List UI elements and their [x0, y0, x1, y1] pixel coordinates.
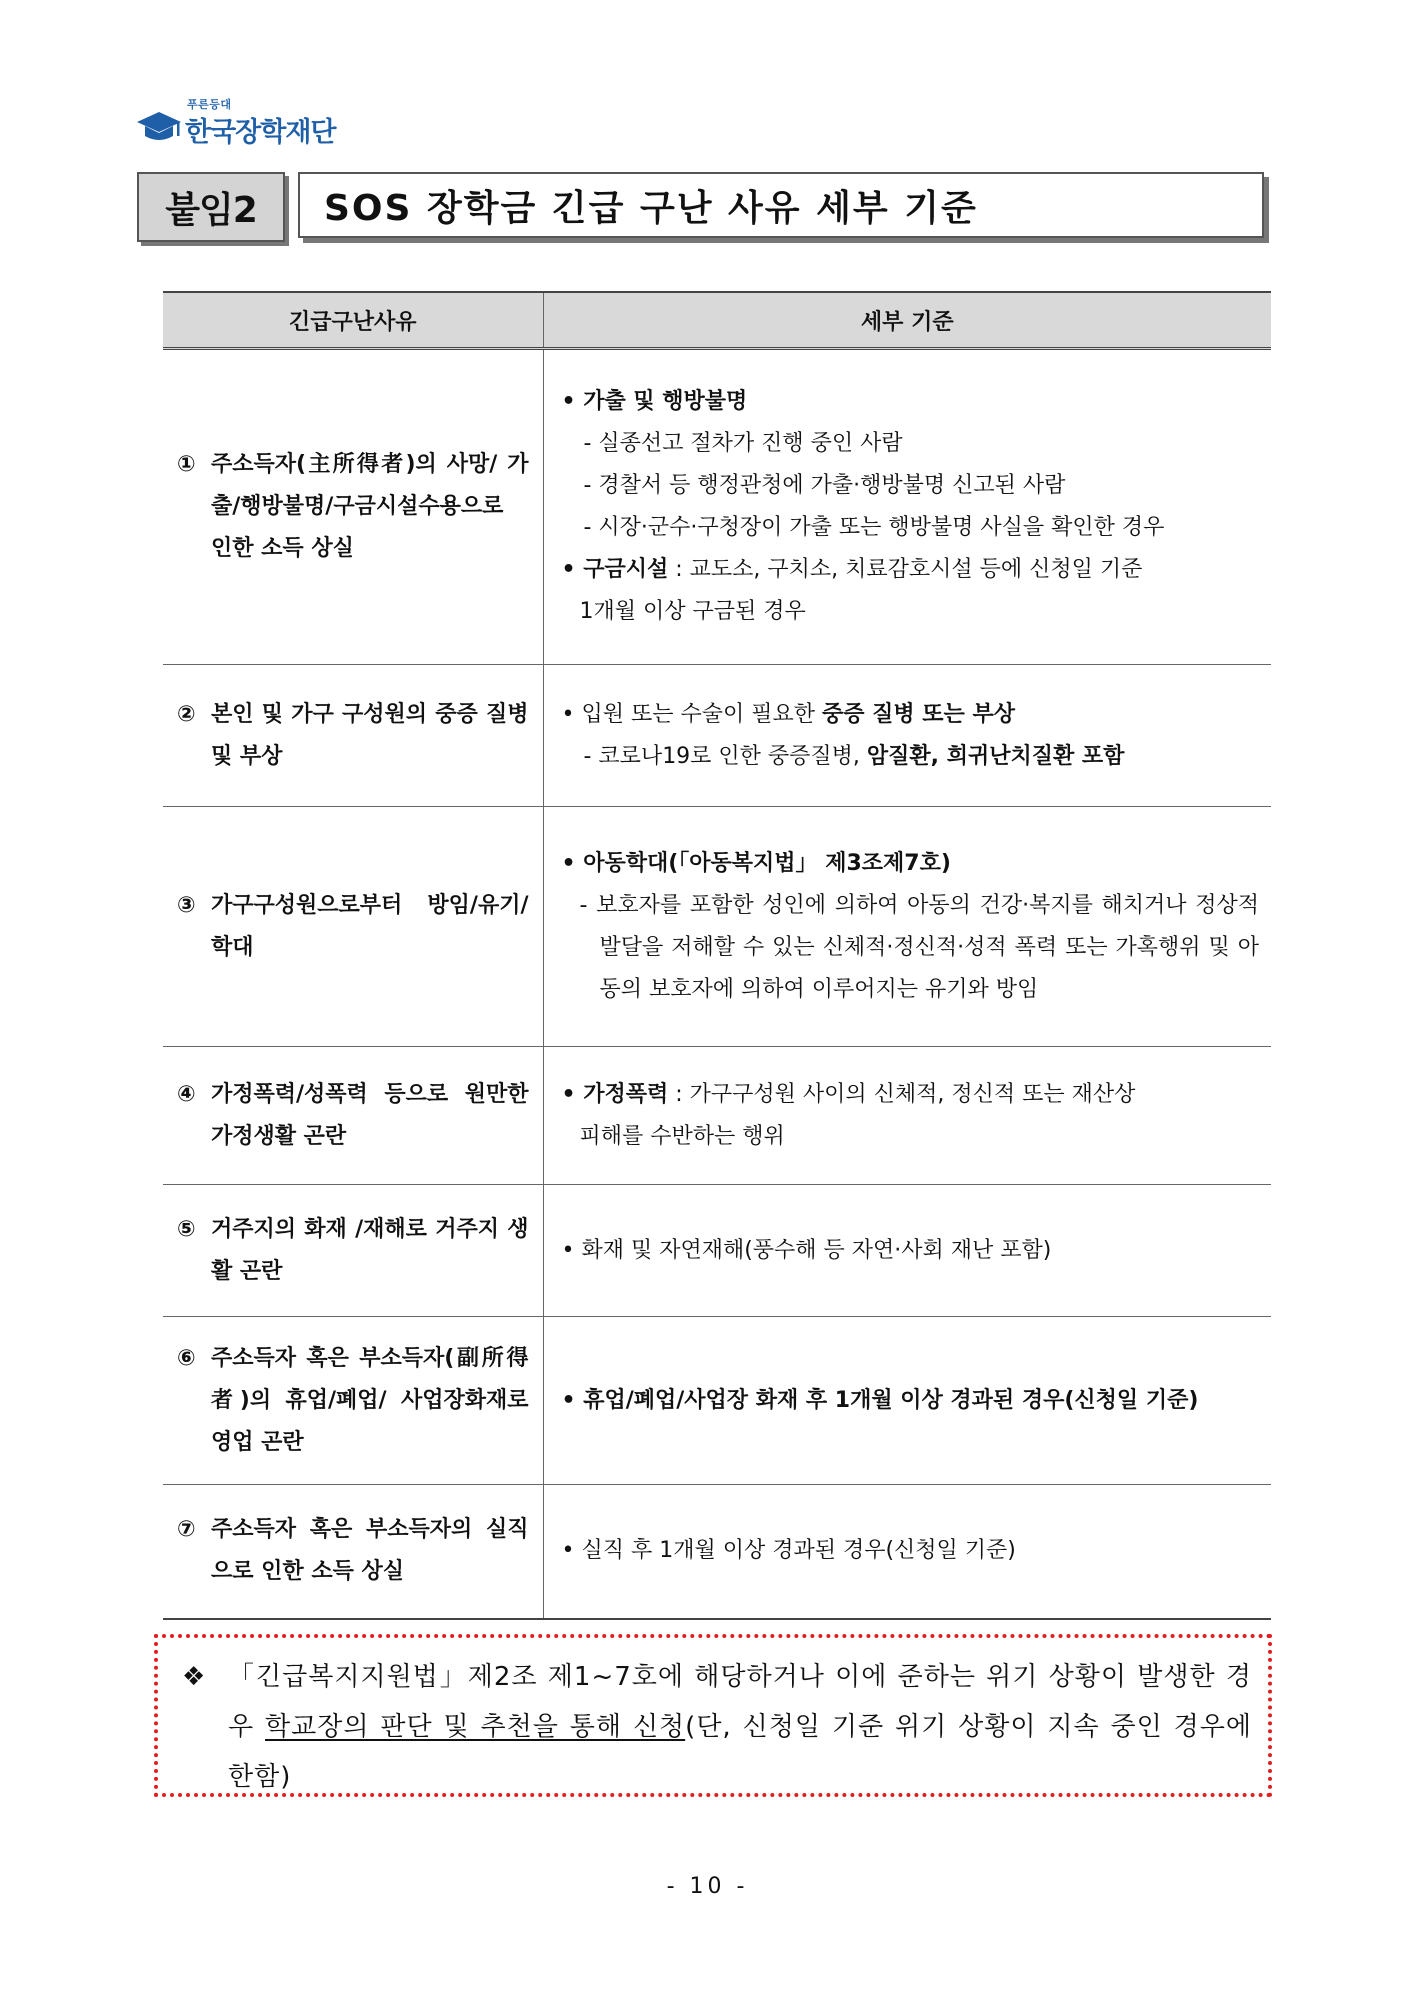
reason-cell	[163, 1485, 543, 1619]
detail-cell	[543, 1317, 1271, 1485]
detail-text: - 코로나19로 인한 중증질병,	[583, 743, 867, 769]
reason-text: 주소득자 혹은 부소득자(副所得者)의 휴업/폐업/ 사업장화재로 영업 곤란	[211, 1345, 529, 1455]
detail-bold: 암질환, 희귀난치질환 포함	[866, 743, 1125, 769]
detail-text: : 가구구성원 사이의 신체적, 정신적 또는 재산상	[668, 1081, 1136, 1107]
detail-text: • 입원 또는 수술이 필요한	[561, 701, 822, 727]
reason-text: 본인 및 가구 구성원의 중증 질병 및 부상	[211, 701, 529, 769]
table-row	[163, 1185, 1271, 1317]
detail-bullet: • 아동학대(「아동복지법」 제3조제7호)	[561, 850, 951, 876]
table-row	[163, 1047, 1271, 1185]
reason-number: ⑤	[177, 1216, 196, 1242]
detail-cell	[543, 1485, 1271, 1619]
reason-cell	[163, 807, 543, 1047]
reason-cell	[163, 1185, 543, 1317]
detail-bold: • 휴업/폐업/사업장 화재 후 1개월 이상 경과된 경우(신청일 기준)	[561, 1387, 1199, 1413]
reason-number: ②	[177, 701, 196, 727]
reason-text: 가구구성원으로부터 방임/유기/학대	[211, 892, 529, 960]
notice-pre: 「긴급복지지원법」제2조 제1~7호에 해당하거나 이에 준하는 위기 상황이 발생한 경우	[228, 1662, 1252, 1742]
detail-cell	[543, 1185, 1271, 1317]
detail-cell	[543, 665, 1271, 807]
detail-subitem: - 시장·군수·구청장이 가출 또는 행방불명 사실을 확인한 경우	[583, 515, 1165, 540]
graduation-cap-icon	[135, 108, 183, 146]
table-row	[163, 349, 1271, 665]
reason-cell	[163, 349, 543, 665]
logo-subtitle: 푸른등대	[187, 98, 232, 111]
reason-number: ③	[177, 892, 196, 918]
detail-bold: • 구금시설	[561, 557, 669, 582]
detail-continuation: 피해를 수반하는 행위	[579, 1123, 785, 1149]
detail-cell	[543, 807, 1271, 1047]
table-row	[163, 665, 1271, 807]
detail-subitem: - 경찰서 등 행정관청에 가출·행방불명 신고된 사람	[583, 473, 1066, 498]
detail-continuation: 1개월 이상 구금된 경우	[579, 599, 806, 624]
notice-underlined: 학교장의 판단 및 추천을 통해 신청	[265, 1712, 686, 1742]
notice-box	[154, 1634, 1272, 1797]
logo-name: 한국장학재단	[185, 117, 336, 148]
detail-cell	[543, 349, 1271, 665]
logo	[135, 96, 355, 156]
reason-number: ④	[177, 1081, 196, 1107]
table-row	[163, 1485, 1271, 1619]
reason-text: 가정폭력/성폭력 등으로 원만한 가정생활 곤란	[211, 1081, 529, 1149]
reason-cell	[163, 1317, 543, 1485]
detail-text: : 교도소, 구치소, 치료감호시설 등에 신청일 기준	[668, 557, 1143, 582]
diamond-bullet-icon: ❖	[182, 1662, 207, 1692]
reason-text: 거주지의 화재 /재해로 거주지 생활 곤란	[211, 1216, 529, 1284]
detail-text: • 실직 후 1개월 이상 경과된 경우(신청일 기준)	[561, 1538, 1016, 1564]
page-title: SOS 장학금 긴급 구난 사유 세부 기준	[298, 172, 1264, 238]
column-header: 세부 기준	[543, 292, 1271, 349]
reason-cell	[163, 1047, 543, 1185]
reason-text: 주소득자 혹은 부소득자의 실직으로 인한 소득 상실	[211, 1517, 529, 1585]
detail-text: • 화재 및 자연재해(풍수해 등 자연·사회 재난 포함)	[561, 1237, 1052, 1263]
detail-bold: 중증 질병 또는 부상	[821, 701, 1015, 727]
detail-cell	[543, 1047, 1271, 1185]
detail-bullet: • 가출 및 행방불명	[561, 389, 748, 414]
detail-bold: • 가정폭력	[561, 1081, 669, 1107]
reason-cell	[163, 665, 543, 807]
reason-number: ①	[177, 452, 196, 477]
table-header-row	[163, 292, 1271, 349]
notice-post: (단, 신청일 기준 위기 상황이 지속 중인 경우에 한함)	[228, 1712, 1252, 1792]
reason-number: ⑦	[177, 1517, 196, 1543]
criteria-table	[163, 291, 1271, 1620]
detail-subitem: - 실종선고 절차가 진행 중인 사람	[583, 431, 903, 456]
page-number: - 10 -	[666, 1874, 749, 1899]
attachment-tag: 붙임2	[137, 172, 285, 242]
reason-number: ⑥	[177, 1345, 196, 1371]
detail-subitem: - 보호자를 포함한 성인에 의하여 아동의 건강·복지를 해치거나 정상적 발달을 저해할 수 있는 신체적·정신적·성적 폭력 또는 가혹행위 및 아동의 보호자에 의하여 이루어지는 유기와 방임	[579, 892, 1259, 1002]
table-row	[163, 807, 1271, 1047]
column-header: 긴급구난사유	[163, 292, 543, 349]
notice-text	[182, 1652, 1252, 1802]
reason-text: 주소득자(主所得者)의 사망/ 가출/행방불명/구금시설수용으로 인한 소득 상실	[211, 452, 529, 561]
table-row	[163, 1317, 1271, 1485]
